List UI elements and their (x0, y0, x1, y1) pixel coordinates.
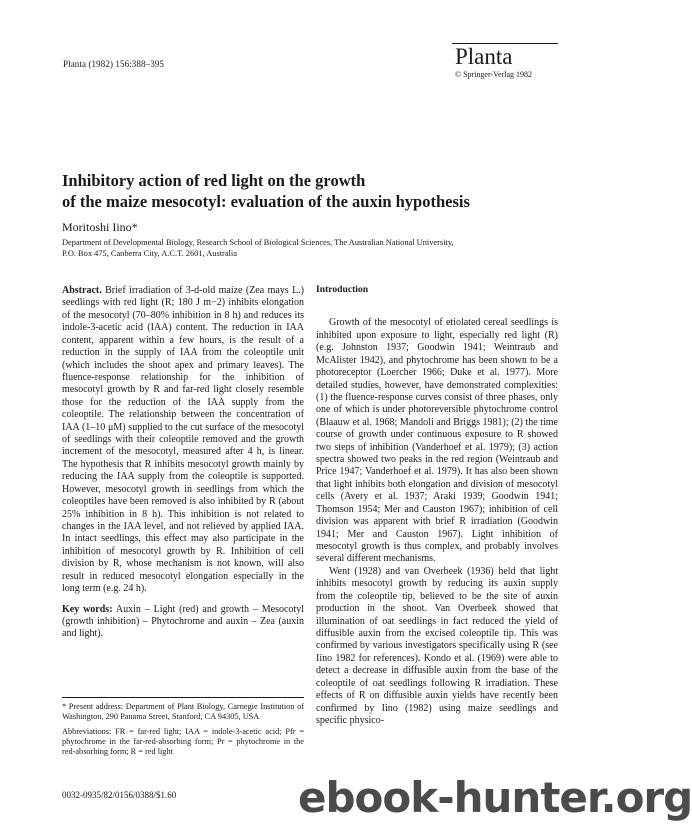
author-affiliation (62, 237, 562, 259)
article-title (62, 170, 562, 212)
author-name: Moritoshi Iino* (62, 220, 138, 234)
introduction-paragraph-1: Growth of the mesocotyl of etiolated cereal seedlings is inhibited upon exposure to light, especially red light (R) (e.g. Johnston 1937; Goodwin 1941; Weintraub and McAlister 1942), and phytochrome has been shown to be a photoreceptor (Loercher 1966; Duke et al. 1977). More detailed studies, however, have demonstrated complexities: (1) the fluence-response curves consist of three phases, only one of which is under photoreversible phytochrome control (Blaauw et al. 1968; Mandoli and Briggs 1981); (2) the time course of growth under continuous exposure to R showed two steps of inhibition (Vanderhoef et al. 1979); (3) action spectra showed two peaks in the red region (Weintraub and Price 1947; Vanderhoef et al. 1979). It has also been shown that light inhibits both elongation and division of mesocotyl cells (Avery et al. 1937; Araki 1939; Goodwin 1941; Thomson 1954; Mer and Causton 1967); inhibition of cell division was apparent with brief R irradiation (Goodwin 1941; Mer and Causton 1967). Light inhibition of mesocotyl growth is thus complex, and probably involves several different mechanisms. (316, 317, 558, 565)
abbreviations-note: Abbreviations: FR = far-red light; IAA = indole-3-acetic acid; Pfr = phytochrome in the far-red-absorbing form; Pr = phytochrome in the red-absorbing form; R = red light (62, 727, 304, 757)
right-column (316, 284, 558, 727)
left-column (62, 285, 304, 641)
affiliation-line-1: Department of Developmental Biology, Research School of Biological Sciences, The Australian National University, (62, 238, 454, 247)
watermark: ebook-hunter.org (298, 773, 692, 822)
introduction-heading: Introduction (316, 284, 369, 295)
abstract-text: Brief irradiation of 3-d-old maize (Zea mays L.) seedlings with red light (R; 180 J m−2) inhibits elongation of the mesocotyl (70–80% inhibition in 8 h) and reduces its indole-3-acetic acid (IAA) content. The reduction in IAA content, apparent within a few hours, is the result of a reduction in the supply of IAA from the coleoptile unit (which includes the shoot apex and primary leaves). The fluence-response relationship for the inhibition of mesocotyl growth by R and far-red light closely resemble those for the reduction of the IAA supply from the coleoptile. The relationship between the concentration of IAA (1–10 μM) supplied to the cut surface of the mesocotyl of seedlings with their coleoptile removed and the growth increment of the mesocotyl, measured after 4 h, is linear. The hypothesis that R inhibits mesocotyl growth mainly by reducing the IAA supply from the coleoptile is supported. However, mesocotyl growth in seedlings from which the coleoptiles have been removed is also inhibited by R (about 25% inhibition in 8 h). This inhibition is not related to changes in the IAA level, and not relieved by applied IAA. In intact seedlings, this effect may also participate in the inhibition of mesocotyl growth by R. Inhibition of cell division by R, whose mechanism is not known, will also result in reduced mesocotyl elongation especially in the long term (e.g. 24 h). (62, 285, 305, 595)
keywords (62, 604, 304, 641)
title-line-1: Inhibitory action of red light on the growth (62, 171, 366, 190)
title-line-2: of the maize mesocotyl: evaluation of the auxin hypothesis (62, 192, 470, 211)
abstract (62, 285, 304, 596)
journal-name: Planta (455, 44, 513, 69)
introduction-paragraph-2: Went (1928) and van Overbeek (1936) held that light inhibits mesocotyl growth by reducing its auxin supply from the coleoptile tip, believed to be the site of auxin production in the shoot. Van Overbeek showed that illumination of oat seedlings in fact reduced the yield of diffusible auxin from the excised coleoptile tip. This was confirmed by various investigators specifically using R (see Iino 1982 for references). Kondo et al. (1969) were able to detect a decrease in diffusible auxin from the base of the coleoptile of oat seedlings following R irradiation. These effects of R on diffusible auxin yields have recently been confirmed by Iino (1982) using maize seedlings and specific physico- (316, 565, 558, 726)
keywords-text: Auxin – Light (red) and growth – Mesocotyl (growth inhibition) – Phytochrome and auxin – Zea (auxin and light). (62, 603, 304, 640)
publisher-copyright: © Springer-Verlag 1982 (455, 70, 533, 79)
present-address-note: * Present address: Department of Plant Biology, Carnegie Institution of Washington, 290 Panama Street, Stanford, CA 94305, USA (62, 702, 304, 722)
journal-citation: Planta (1982) 156:388–395 (63, 59, 164, 69)
abstract-label: Abstract. (62, 285, 102, 296)
issn-code: 0032-0935/82/0156/0388/$1.60 (62, 790, 177, 800)
footnotes (62, 697, 304, 762)
keywords-label: Key words: (62, 603, 113, 615)
affiliation-line-2: P.O. Box 475, Canberra City, A.C.T. 2601, Australia (62, 249, 237, 258)
